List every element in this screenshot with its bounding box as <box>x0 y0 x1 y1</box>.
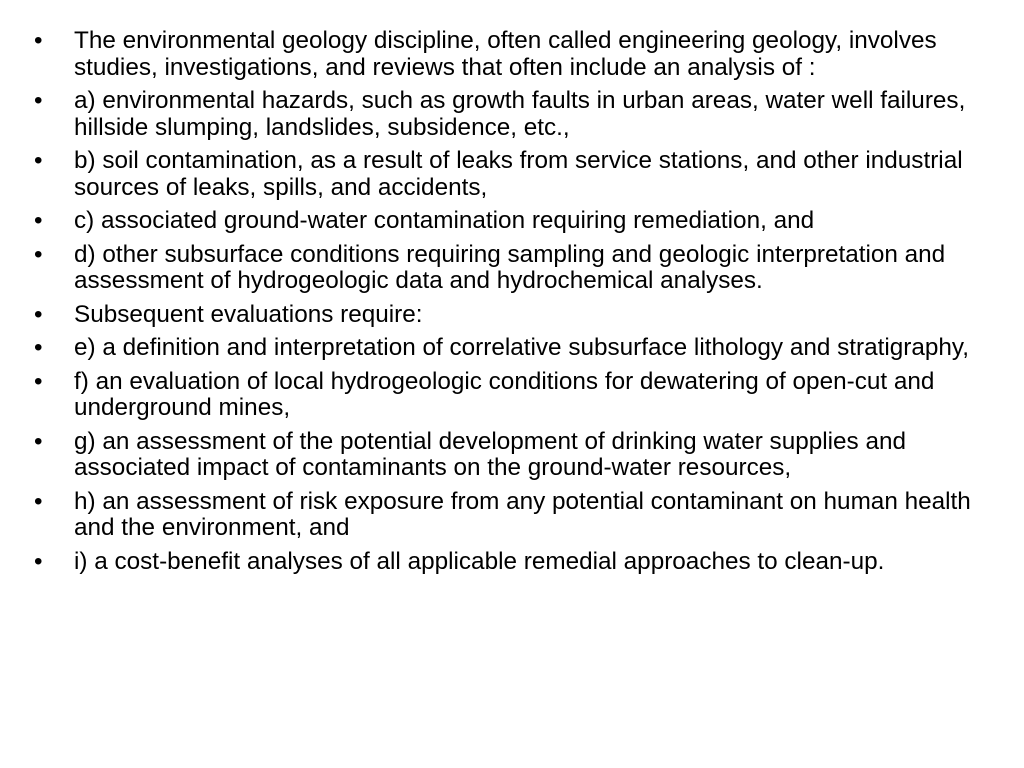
bullet-item-i <box>34 549 1010 576</box>
bullet-icon: • <box>34 487 43 515</box>
bullet-icon: • <box>34 207 43 234</box>
bullet-item-a <box>34 88 1010 141</box>
bullet-icon: • <box>34 147 43 174</box>
bullet-item-subsequent <box>34 302 1010 329</box>
bullet-item-e <box>34 335 1010 362</box>
bullet-icon: • <box>34 367 43 395</box>
bullet-item-d <box>34 242 1010 295</box>
bullet-icon: • <box>34 240 43 268</box>
bullet-item-f <box>34 369 1010 422</box>
bullet-text: a) environmental hazards, such as growth faults in urban areas, water well failures, hillside slumping, landslides, subsidence, etc., <box>74 87 966 141</box>
bullet-item-g <box>34 429 1010 482</box>
bullet-icon: • <box>34 547 43 575</box>
bullet-icon: • <box>34 87 43 114</box>
bullet-text: The environmental geology discipline, often called engineering geology, involves studies, investigations, and reviews that often include an analysis of : <box>74 27 937 81</box>
bullet-text: Subsequent evaluations require: <box>74 300 423 328</box>
bullet-icon: • <box>34 334 43 361</box>
bullet-icon: • <box>34 27 43 54</box>
bullet-text: g) an assessment of the potential development of drinking water supplies and associated impact of contaminants on the ground-water resources, <box>74 427 906 481</box>
bullet-text: i) a cost-benefit analyses of all applicable remedial approaches to clean-up. <box>74 547 885 575</box>
bullet-icon: • <box>34 300 43 328</box>
bullet-text: c) associated ground-water contamination requiring remediation, and <box>74 207 815 234</box>
bullet-item-b <box>34 148 1010 201</box>
bullet-item-c <box>34 208 1010 235</box>
bullet-icon: • <box>34 427 43 455</box>
bullet-item-h <box>34 489 1010 542</box>
bullet-text: e) a definition and interpretation of correlative subsurface lithology and stratigraphy, <box>74 334 969 361</box>
bullet-text: h) an assessment of risk exposure from any potential contaminant on human health and the environment, and <box>74 487 971 541</box>
bullet-list <box>34 28 1010 575</box>
bullet-text: d) other subsurface conditions requiring sampling and geologic interpretation and assessment of hydrogeologic data and hydrochemical analyses. <box>74 240 946 294</box>
bullet-item-intro <box>34 28 1010 81</box>
bullet-text: f) an evaluation of local hydrogeologic conditions for dewatering of open-cut and underground mines, <box>74 367 935 421</box>
bullet-text: b) soil contamination, as a result of leaks from service stations, and other industrial sources of leaks, spills, and accidents, <box>74 147 963 201</box>
